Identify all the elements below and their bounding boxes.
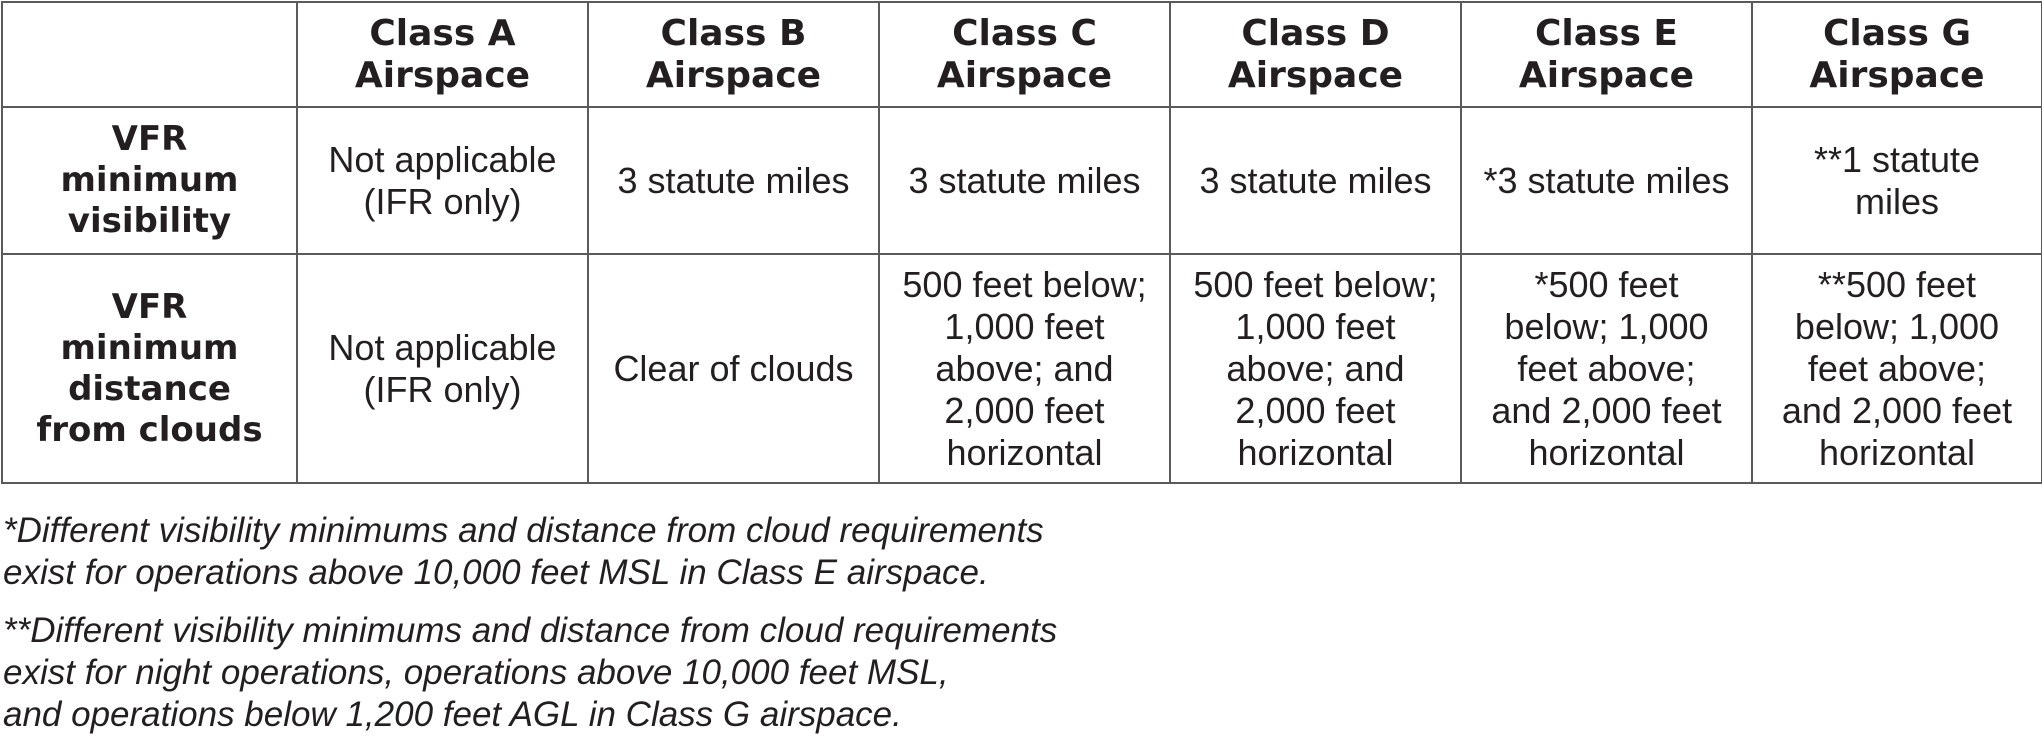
- footnote-class-e: *Different visibility minimums and distance from cloud requirements exist for operations above 10,000 feet MSL in Class E airspace.: [3, 511, 1044, 592]
- table-cell: 3 statute miles: [588, 107, 879, 254]
- table-cell: 500 feet below; 1,000 feet above; and 2,000 feet horizontal: [1170, 254, 1461, 483]
- table-cell: **1 statute miles: [1752, 107, 2042, 254]
- vfr-minimums-table: [1, 1, 2042, 484]
- table-cell: *3 statute miles: [1461, 107, 1752, 254]
- footnote-class-g: **Different visibility minimums and distance from cloud requirements exist for night operations, operations above 10,000 feet MSL, and operations below 1,200 feet AGL in Class G airspace.: [3, 611, 1058, 734]
- table-cell: 3 statute miles: [1170, 107, 1461, 254]
- table-cell: 500 feet below; 1,000 feet above; and 2,000 feet horizontal: [879, 254, 1170, 483]
- table-cell: **500 feet below; 1,000 feet above; and 2,000 feet horizontal: [1752, 254, 2042, 483]
- row-header-visibility: VFR minimum visibility: [2, 107, 297, 254]
- row-header-cloud-distance: VFR minimum distance from clouds: [2, 254, 297, 483]
- column-header-class-c: Class C Airspace: [879, 2, 1170, 107]
- column-header-class-b: Class B Airspace: [588, 2, 879, 107]
- table-cell: 3 statute miles: [879, 107, 1170, 254]
- table-cell: *500 feet below; 1,000 feet above; and 2,000 feet horizontal: [1461, 254, 1752, 483]
- header-row: [2, 2, 2042, 107]
- table-cell: Clear of clouds: [588, 254, 879, 483]
- table-row-visibility: [2, 107, 2042, 254]
- column-header-class-e: Class E Airspace: [1461, 2, 1752, 107]
- footnotes: [3, 510, 1057, 752]
- table-row-cloud-distance: [2, 254, 2042, 483]
- corner-cell: [2, 2, 297, 107]
- table-cell: Not applicable (IFR only): [297, 254, 588, 483]
- column-header-class-d: Class D Airspace: [1170, 2, 1461, 107]
- table-cell: Not applicable (IFR only): [297, 107, 588, 254]
- column-header-class-a: Class A Airspace: [297, 2, 588, 107]
- column-header-class-g: Class G Airspace: [1752, 2, 2042, 107]
